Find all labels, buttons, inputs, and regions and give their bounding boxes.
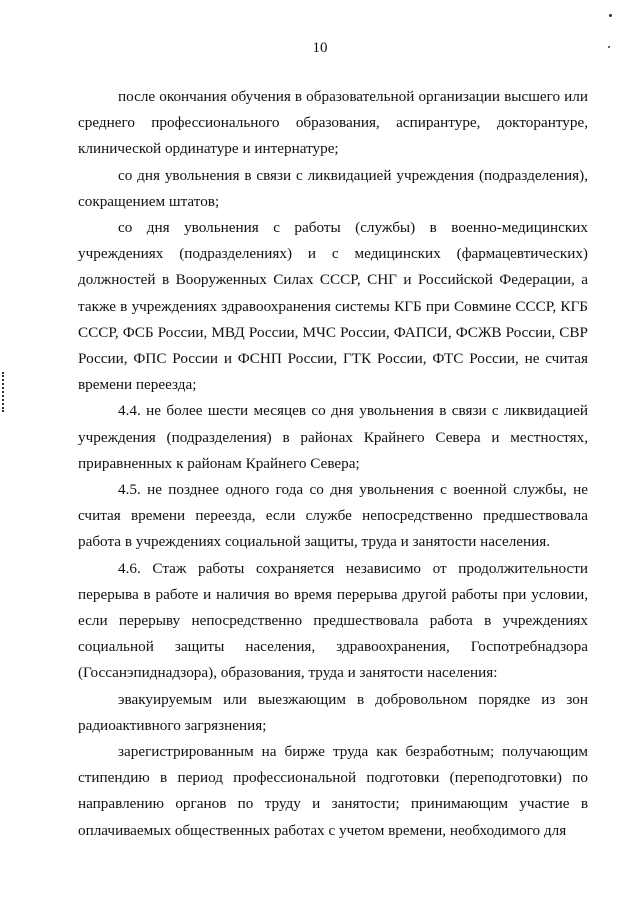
- scan-dot-mark-small: [608, 46, 610, 48]
- document-body: [78, 84, 588, 844]
- paragraph-8: зарегистрированным на бирже труда как безработным; получающим стипендию в период профессиональной подготовки (переподготовки) по направлению органов по труду и занятости; принимающим участие в оплачиваемых общественных работах с учетом времени, необходимого для: [78, 743, 588, 839]
- paragraph-6: 4.6. Стаж работы сохраняется независимо от продолжительности перерыва в работе и наличия во время перерыва другой работы при условии, если перерыву непосредственно предшествовала работа в учреждениях социальной защиты населения, здравоохранения, Госпотребнадзора (Госсанэпиднадзора), образования, труда и занятости населения:: [78, 559, 588, 682]
- page-number: 10: [312, 40, 328, 56]
- paragraph-1: после окончания обучения в образовательной организации высшего или среднего профессионального образования, аспирантуре, докторантуре, клинической ординатуре и интернатуре;: [78, 88, 588, 158]
- paragraph-3: со дня увольнения с работы (службы) в военно-медицинских учреждениях (подразделениях) и с медицинских (фармацевтических) должностей в Вооруженных Силах СССР, СНГ и Российской Федерации, а также в учреждениях здравоохранения системы КГБ при Совмине СССР, КГБ СССР, ФСБ России, МВД России, МЧС России, ФАПСИ, ФСЖВ России, СВР России, ФПС России и ФСНП России, ГТК России, ФТС России, не считая времени переезда;: [78, 219, 588, 394]
- paragraph-2: со дня увольнения в связи с ликвидацией учреждения (подразделения), сокращением штатов;: [78, 166, 588, 210]
- paragraph-7: эвакуируемым или выезжающим в добровольном порядке из зон радиоактивного загрязнения;: [78, 690, 588, 734]
- paragraph-5: 4.5. не позднее одного года со дня увольнения с военной службы, не считая времени переезда, если службе непосредственно предшествовала работа в учреждениях социальной защиты, труда и занятости населения.: [78, 481, 588, 551]
- scan-edge-mark: [2, 372, 6, 412]
- scan-dot-mark: [609, 14, 612, 17]
- paragraph-4: 4.4. не более шести месяцев со дня увольнения в связи с ликвидацией учреждения (подразделения) в районах Крайнего Севера и местностях, приравненных к районам Крайнего Севера;: [78, 402, 588, 472]
